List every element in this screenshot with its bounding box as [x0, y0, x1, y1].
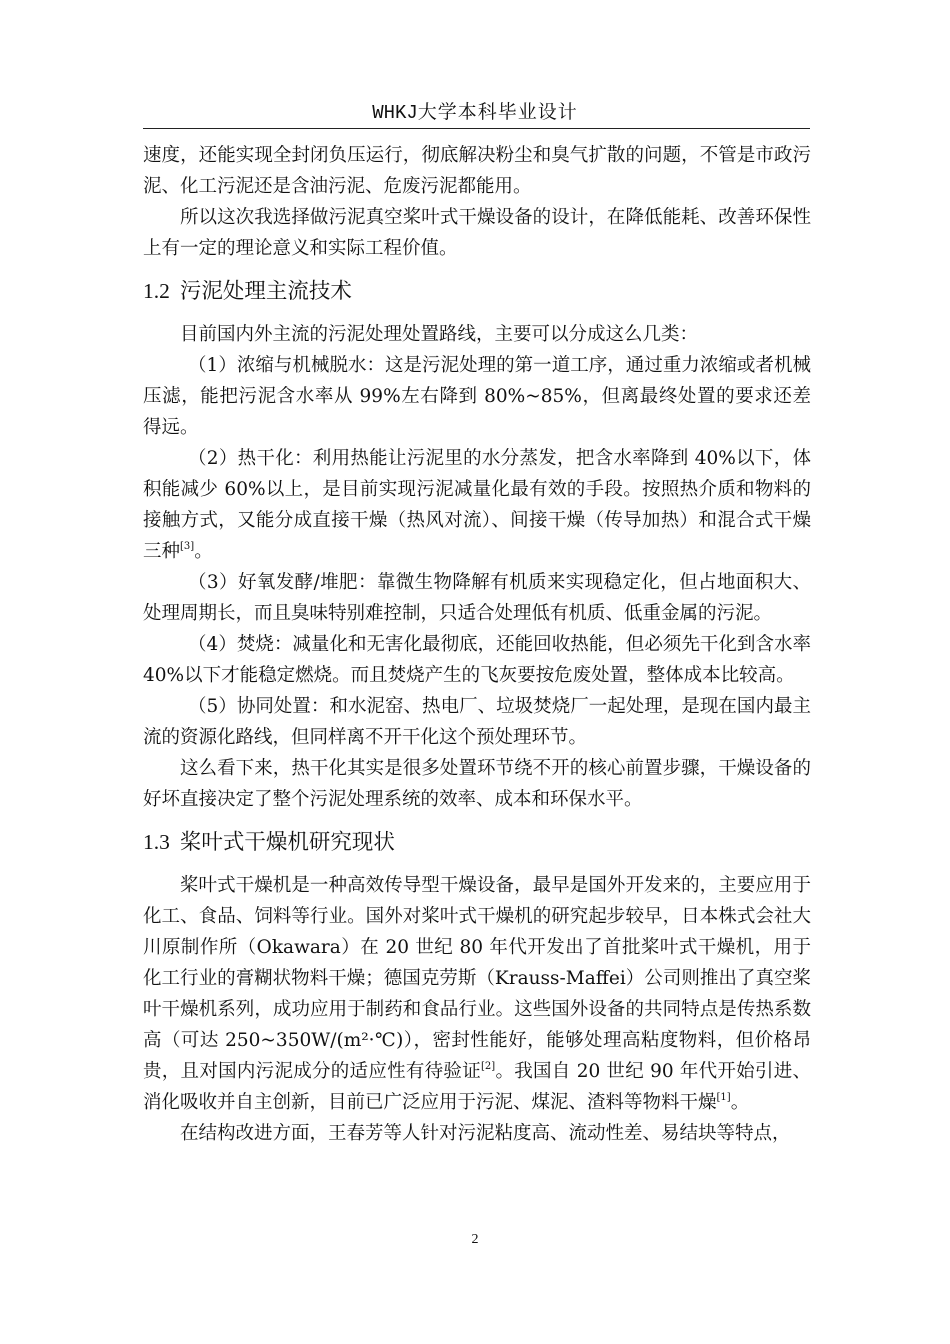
- header-title: 大学本科毕业设计: [417, 101, 578, 123]
- section-title: 污泥处理主流技术: [179, 279, 352, 304]
- section-heading-1-3: [143, 825, 811, 860]
- paragraph-text: 。我国自 20 世纪 90 年代开始引进、消化吸收并自主创新，目前已广泛应用于污泥、煤泥、渣料等物料干燥: [143, 1061, 811, 1113]
- paragraph: 目前国内外主流的污泥处理处置路线，主要可以分成这么几类：: [180, 324, 699, 345]
- paragraph: [143, 870, 811, 1118]
- section-heading-1-2: [143, 274, 811, 309]
- list-item: （4）焚烧：减量化和无害化最彻底，还能回收热能，但必须先干化到含水率 40%以下才能稳定燃烧。而且焚烧产生的飞灰要按危废处置，整体成本比较高。: [143, 634, 811, 686]
- running-header: [0, 97, 950, 124]
- list-item: [143, 443, 811, 567]
- list-item-end: 。: [194, 541, 213, 562]
- paragraph: 这么看下来，热干化其实是很多处置环节绕不开的核心前置步骤，干燥设备的好坏直接决定了整个污泥处理系统的效率、成本和环保水平。: [143, 758, 811, 810]
- list-item-text: （2）热干化：利用热能让污泥里的水分蒸发，把含水率降到 40%以下，体积能减少 60%以上，是目前实现污泥减量化最有效的手段。按照热介质和物料的接触方式，又能分成直接干燥（热风对流）、间接干燥（传导加热）和混合式干燥三种: [143, 448, 811, 562]
- list-item: （1）浓缩与机械脱水：这是污泥处理的第一道工序，通过重力浓缩或者机械压滤，能把污泥含水率从 99%左右降到 80%~85%，但离最终处置的要求还差得远。: [143, 355, 811, 438]
- list-item: （5）协同处置：和水泥窑、热电厂、垃圾焚烧厂一起处理，是现在国内最主流的资源化路线，但同样离不开干化这个预处理环节。: [143, 696, 811, 748]
- paragraph: 所以这次我选择做污泥真空桨叶式干燥设备的设计，在降低能耗、改善环保性上有一定的理论意义和实际工程价值。: [143, 207, 811, 259]
- paragraph-text: 桨叶式干燥机是一种高效传导型干燥设备，最早是国外开发来的，主要应用于化工、食品、饲料等行业。国外对桨叶式干燥机的研究起步较早，日本株式会社大川原制作所（Okawara）在 20 世纪 80 年代开发出了首批桨叶式干燥机，用于化工行业的膏糊状物料干燥；德国克劳斯（Krauss-Maffei）公司则推出了真空桨叶干燥机系列，成功应用于制药和食品行业。这些国外设备的共同特点是传热系数高（可达 250~350W/(m²·℃)），密封性能好，能够处理高粘度物料，但价格昂贵，且对国内污泥成分的适应性有待验证: [143, 875, 811, 1082]
- section-number: 1.2: [143, 279, 170, 303]
- section-number: 1.3: [143, 830, 170, 854]
- citation[interactable]: [2]: [481, 1061, 496, 1072]
- list-item: （3）好氧发酵/堆肥：靠微生物降解有机质来实现稳定化，但占地面积大、处理周期长，而且臭味特别难控制，只适合处理低有机质、低重金属的污泥。: [143, 572, 811, 624]
- citation[interactable]: [3]: [180, 541, 195, 552]
- header-rule: [143, 128, 810, 129]
- paragraph: 在结构改进方面，王春芳等人针对污泥粘度高、流动性差、易结块等特点，: [180, 1123, 791, 1144]
- section-title: 桨叶式干燥机研究现状: [179, 830, 395, 855]
- page-body: [143, 140, 811, 1149]
- paragraph-text: 。: [730, 1092, 750, 1113]
- page-number: 2: [471, 1232, 479, 1247]
- citation[interactable]: [1]: [716, 1092, 731, 1103]
- header-prefix: WHKJ: [372, 102, 418, 124]
- paragraph: 速度，还能实现全封闭负压运行，彻底解决粉尘和臭气扩散的问题，不管是市政污泥、化工污泥还是含油污泥、危废污泥都能用。: [143, 145, 811, 197]
